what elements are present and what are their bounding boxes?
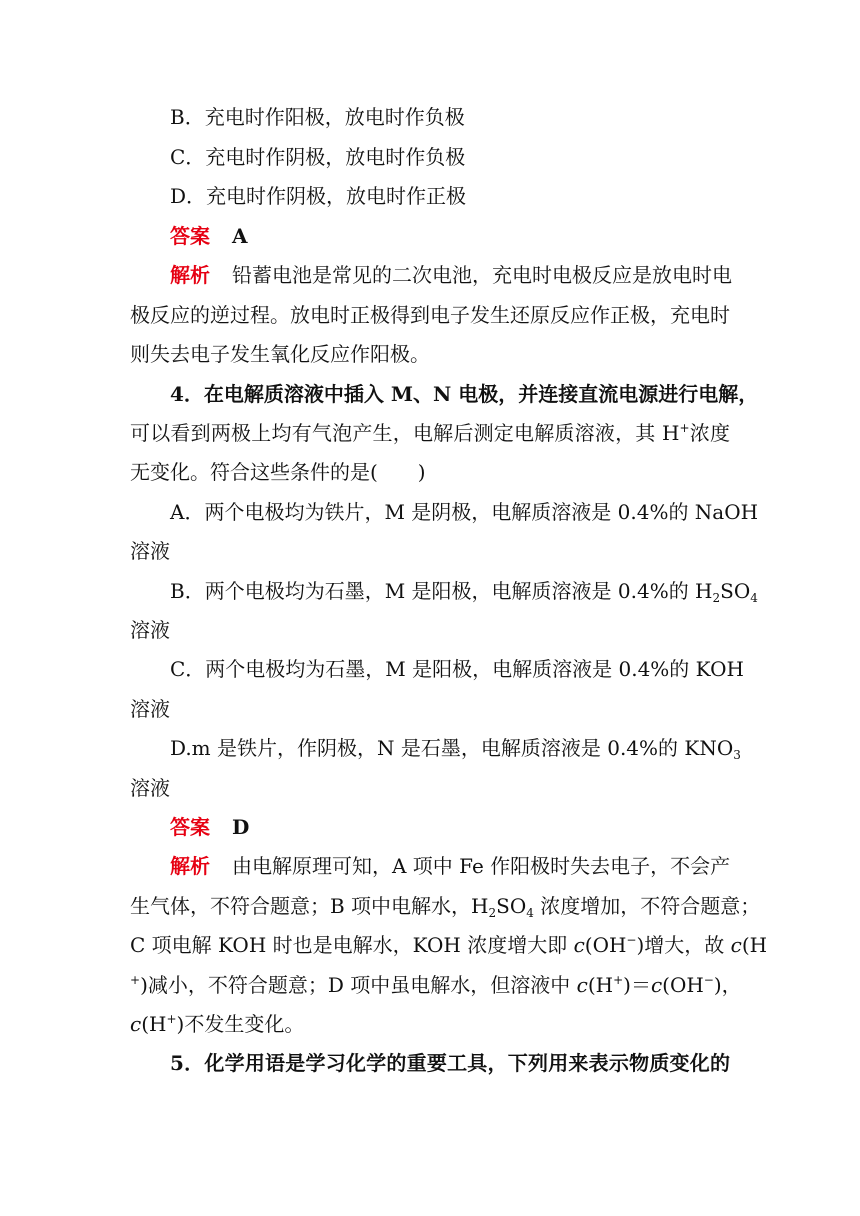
question-4-option-a-cont: 溶液 — [130, 539, 170, 563]
text-segment: )， — [713, 973, 742, 997]
text-segment: )减小，不符合题意；D 项中虽电解水，但溶液中 — [140, 973, 577, 997]
explanation-3-line-1 — [170, 260, 730, 290]
superscript: + — [613, 973, 624, 987]
text-segment: 可以看到两极上均有气泡产生，电解后测定电解质溶液，其 H — [130, 421, 680, 445]
explanation-4-line-4 — [130, 970, 742, 1000]
option-c: C．充电时作阴极，放电时作负极 — [170, 145, 466, 169]
question-4-option-d-cont: 溶液 — [130, 776, 170, 800]
text-segment: SO — [720, 579, 751, 603]
text-segment: (OH — [584, 933, 627, 957]
option-d: D．充电时作阴极，放电时作正极 — [170, 184, 467, 208]
explanation-4-line-5 — [130, 1009, 304, 1039]
text-segment: 浓度 — [689, 421, 731, 445]
answer-value: A — [232, 224, 248, 248]
superscript: + — [166, 1012, 177, 1026]
answer-label: 答案 — [170, 224, 210, 248]
answer-3 — [170, 221, 248, 251]
subscript: 4 — [750, 591, 758, 605]
explanation-3-line-2: 极反应的逆过程。放电时正极得到电子发生还原反应作正极，充电时 — [130, 303, 730, 327]
question-4-line-3: 无变化。符合这些条件的是( ) — [130, 460, 426, 484]
subscript: 4 — [526, 906, 534, 920]
explanation-text: 由电解原理可知，A 项中 Fe 作阳极时失去电子，不会产 — [232, 854, 731, 878]
text-segment: )增大，故 — [636, 933, 731, 957]
text-segment: )＝ — [623, 973, 651, 997]
italic-symbol: c — [650, 973, 663, 997]
italic-symbol: c — [130, 1012, 142, 1036]
explanation-3-line-3: 则失去电子发生氧化反应作阳极。 — [130, 342, 430, 366]
text-segment: D.m 是铁片，作阴极，N 是石墨，电解质溶液是 0.4%的 KNO — [170, 736, 734, 760]
text-segment: (H — [587, 973, 614, 997]
question-4-option-a: A．两个电极均为铁片，M 是阴极，电解质溶液是 0.4%的 NaOH — [170, 500, 759, 524]
answer-4 — [170, 812, 249, 842]
superscript: + — [679, 421, 690, 435]
text-segment: 浓度增加，不符合题意； — [533, 894, 761, 918]
question-4-option-b — [170, 576, 758, 606]
text-segment: B．两个电极均为石墨，M 是阳极，电解质溶液是 0.4%的 H — [170, 579, 713, 603]
text-segment: C 项电解 KOH 时也是电解水，KOH 浓度增大即 — [130, 933, 574, 957]
question-4-option-c-cont: 溶液 — [130, 697, 170, 721]
superscript: − — [626, 933, 637, 947]
superscript: − — [703, 973, 714, 987]
explanation-label: 解析 — [170, 854, 210, 878]
text-segment: (H — [141, 1012, 167, 1036]
question-4-line-2 — [130, 418, 730, 448]
answer-label: 答案 — [170, 815, 210, 839]
text-segment: 生气体，不符合题意；B 项中电解水，H — [130, 894, 489, 918]
text-segment: )不发生变化。 — [176, 1012, 305, 1036]
text-segment: (H — [741, 933, 768, 957]
explanation-4-line-1 — [170, 851, 730, 881]
superscript: + — [130, 973, 141, 987]
explanation-4-line-3 — [130, 930, 768, 960]
option-b: B．充电时作阳极，放电时作负极 — [170, 105, 465, 129]
question-4-line-1: 4．在电解质溶液中插入 M、N 电极，并连接直流电源进行电解， — [170, 382, 759, 406]
subscript: 2 — [712, 591, 721, 605]
italic-symbol: c — [576, 973, 588, 997]
italic-symbol: c — [573, 933, 585, 957]
text-segment: (OH — [662, 973, 704, 997]
explanation-text: 铅蓄电池是常见的二次电池，充电时电极反应是放电时电 — [232, 263, 732, 287]
text-segment: SO — [496, 894, 527, 918]
question-4-option-b-cont: 溶液 — [130, 618, 170, 642]
explanation-label: 解析 — [170, 263, 210, 287]
explanation-4-line-2 — [130, 891, 761, 921]
subscript: 2 — [488, 906, 497, 920]
question-4-option-c: C．两个电极均为石墨，M 是阳极，电解质溶液是 0.4%的 KOH — [170, 657, 744, 681]
answer-value: D — [232, 815, 250, 839]
question-5-line-1: 5．化学用语是学习化学的重要工具，下列用来表示物质变化的 — [170, 1051, 730, 1075]
subscript: 3 — [733, 748, 741, 762]
question-4-option-d — [170, 733, 741, 763]
italic-symbol: c — [730, 933, 742, 957]
